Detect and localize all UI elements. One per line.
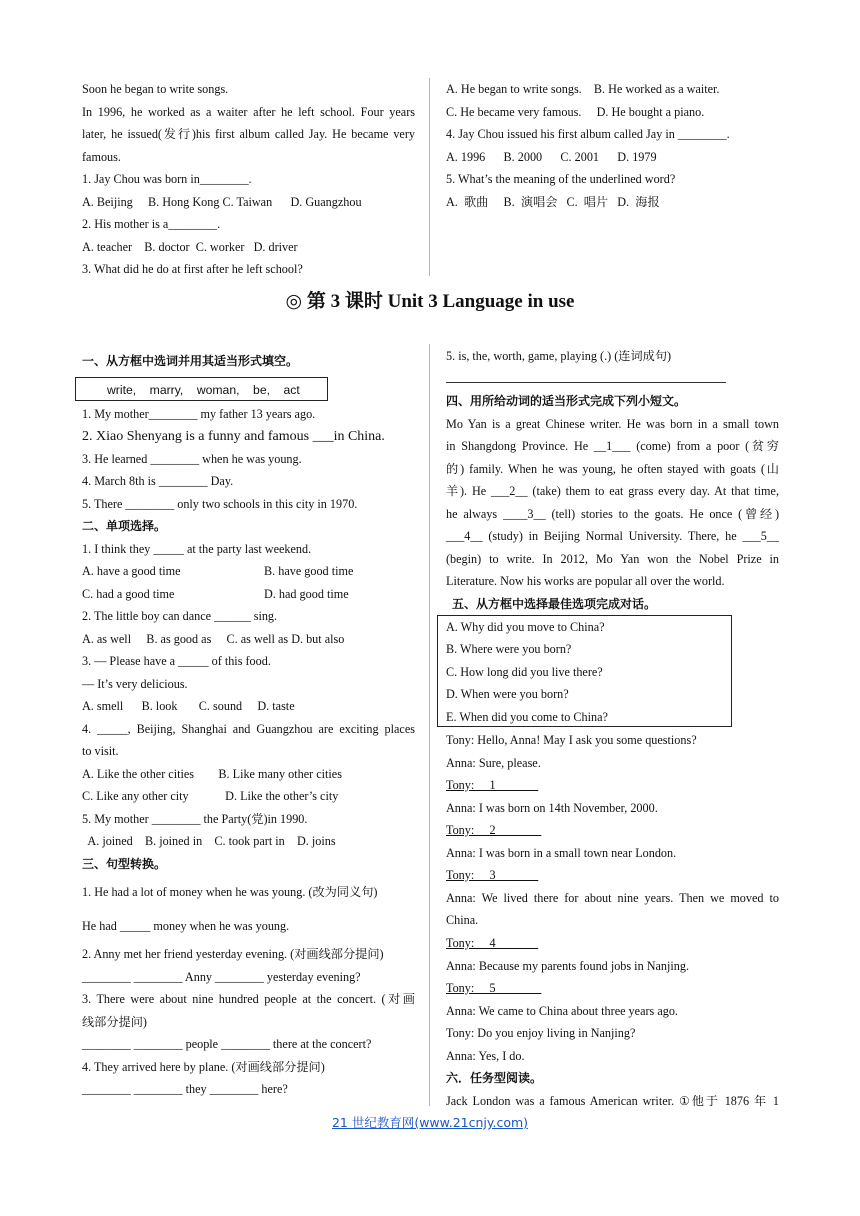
fill-item: 3. He learned ________ when he was young. <box>82 452 302 466</box>
question-3: 3. What did he do at first after he left school? <box>82 262 303 276</box>
options-2: A. teacher B. doctor C. worker D. driver <box>82 240 298 254</box>
dialogue-option: D. When were you born? <box>446 687 569 701</box>
dialogue-line: Anna: Because my parents found jobs in Nanjing. <box>446 959 690 973</box>
fill-item: 1. My mother________ my father 13 years ago. <box>82 407 316 421</box>
passage-line: ___4__ (study) in Beijing Normal University. There, he ___5__ <box>446 529 779 543</box>
passage-line: Mo Yan is a great Chinese writer. He was born in a small town <box>446 417 779 431</box>
dialogue-line: Anna: I was born in a small town near London. <box>446 846 677 860</box>
section-1-heading: 一、从方框中选词并用其适当形式填空。 <box>82 354 299 368</box>
mc-options: A. Like the other cities B. Like many other cities <box>82 767 342 781</box>
dialogue-blank-1: Tony: 1 <box>446 778 539 792</box>
word-box-text: write, marry, woman, be, act <box>107 383 300 397</box>
text-line: Soon he began to write songs. <box>82 82 229 96</box>
transform-item: 3. There were about nine hundred people at the concert. (对画 <box>82 992 415 1006</box>
dialogue-blank-2: Tony: 2 <box>446 823 542 837</box>
options-5: A. 歌曲 B. 演唱会 C. 唱片 D. 海报 <box>446 195 660 209</box>
fill-item: 5. There ________ only two schools in this city in 1970. <box>82 497 358 511</box>
mc-question: 4. _____, Beijing, Shanghai and Guangzhou are exciting places <box>82 722 415 736</box>
word-box <box>75 377 328 401</box>
mc-options: A. as well B. as good as C. as well as D. but also <box>82 632 345 646</box>
mc-option: A. have a good time <box>82 564 181 578</box>
dialogue-line: Tony: Do you enjoy living in Nanjing? <box>446 1026 636 1040</box>
dialogue-line: Anna: We came to China about three years ago. <box>446 1004 678 1018</box>
question-2: 2. His mother is a________. <box>82 217 221 231</box>
mc-question: 2. The little boy can dance ______ sing. <box>82 609 278 623</box>
passage-line: (begin) to write. In 2012, Mo Yan won the Nobel Prize in <box>446 552 779 566</box>
section-4-heading: 四、用所给动词的适当形式完成下列小短文。 <box>446 394 687 408</box>
dialogue-option: B. Where were you born? <box>446 642 572 656</box>
dialogue-line: Tony: Hello, Anna! May I ask you some questions? <box>446 733 697 747</box>
fill-item: 2. Xiao Shenyang is a funny and famous ___in China. <box>82 429 385 444</box>
reorder-question: 5. is, the, worth, game, playing (.) (连词成句) <box>446 349 672 363</box>
reading-line: Jack London was a famous American writer. ①他于 1876 年 1 <box>446 1094 779 1108</box>
text-line: In 1996, he worked as a waiter after he left school. Four years <box>82 105 415 119</box>
dialogue-option: A. Why did you move to China? <box>446 620 605 634</box>
mc-option: D. had good time <box>264 587 349 601</box>
lesson-title: ◎ 第 3 课时 Unit 3 Language in use <box>285 291 575 312</box>
mc-option: C. had a good time <box>82 587 175 601</box>
mc-options: A. smell B. look C. sound D. taste <box>82 699 295 713</box>
options-3a: A. He began to write songs. B. He worked as a waiter. <box>446 82 720 96</box>
column-divider <box>429 78 430 276</box>
transform-item: He had _____ money when he was young. <box>82 919 290 933</box>
footer-link[interactable]: 21 世纪教育网(www.21cnjy.com) <box>331 1115 529 1130</box>
text-line: later, he issued(发行)his first album called Jay. He became very <box>82 127 415 141</box>
section-3-heading: 三、句型转换。 <box>82 857 167 871</box>
dialogue-line: China. <box>446 913 479 927</box>
mc-question: 5. My mother ________ the Party(党)in 1990. <box>82 812 308 826</box>
mc-options: A. joined B. joined in C. took part in D. joins <box>82 834 336 848</box>
text-line: famous. <box>82 150 121 164</box>
question-1: 1. Jay Chou was born in________. <box>82 172 252 186</box>
transform-item: 线部分提问) <box>82 1015 147 1029</box>
question-5: 5. What’s the meaning of the underlined word? <box>446 172 676 186</box>
mc-question: 3. — Please have a _____ of this food. <box>82 654 271 668</box>
column-divider <box>429 344 430 1106</box>
dialogue-option: E. When did you come to China? <box>446 710 608 724</box>
options-4: A. 1996 B. 2000 C. 2001 D. 1979 <box>446 150 657 164</box>
dialogue-line: Anna: We lived there for about nine years. Then we moved to <box>446 891 779 905</box>
dialogue-blank-5: Tony: 5 <box>446 981 542 995</box>
mc-option: B. have good time <box>264 564 354 578</box>
transform-item: ________ ________ they ________ here? <box>82 1082 288 1096</box>
mc-question: — It’s very delicious. <box>82 677 188 691</box>
passage-line: 的) family. When he was young, he often stayed with goats (山 <box>446 462 779 476</box>
passage-line: Literature. Now his works are popular all over the world. <box>446 574 725 588</box>
dialogue-line: Anna: Yes, I do. <box>446 1049 525 1063</box>
transform-item: ________ ________ Anny ________ yesterday evening? <box>82 970 361 984</box>
dialogue-line: Anna: I was born on 14th November, 2000. <box>446 801 658 815</box>
section-6-heading: 六．任务型阅读。 <box>446 1071 543 1085</box>
section-2-heading: 二、单项选择。 <box>82 519 167 533</box>
fill-item: 4. March 8th is ________ Day. <box>82 474 234 488</box>
dialogue-blank-3: Tony: 3 <box>446 868 539 882</box>
options-1: A. Beijing B. Hong Kong C. Taiwan D. Guangzhou <box>82 195 362 209</box>
passage-line: 羊). He ___2__ (take) them to eat grass every day. At that time, <box>446 484 779 498</box>
passage-line: in Shangdong Province. He __1___ (come) from a poor (贫穷 <box>446 439 779 453</box>
transform-item: 2. Anny met her friend yesterday evening. (对画线部分提问) <box>82 947 384 961</box>
question-4: 4. Jay Chou issued his first album called Jay in ________. <box>446 127 730 141</box>
options-3b: C. He became very famous. D. He bought a piano. <box>446 105 705 119</box>
mc-question: 1. I think they _____ at the party last weekend. <box>82 542 312 556</box>
dialogue-blank-4: Tony: 4 <box>446 936 539 950</box>
mc-question: to visit. <box>82 744 119 758</box>
passage-line: he always ____3__ (tell) stories to the goats. He once (曾经) <box>446 507 779 521</box>
section-5-heading: 五、从方框中选择最佳选项完成对话。 <box>452 597 657 611</box>
transform-item: 4. They arrived here by plane. (对画线部分提问) <box>82 1060 325 1074</box>
dialogue-option: C. How long did you live there? <box>446 665 603 679</box>
mc-options: C. Like any other city D. Like the other’s city <box>82 789 339 803</box>
transform-item: 1. He had a lot of money when he was young. (改为同义句) <box>82 885 378 899</box>
answer-line <box>446 382 726 383</box>
transform-item: ________ ________ people ________ there at the concert? <box>82 1037 372 1051</box>
dialogue-line: Anna: Sure, please. <box>446 756 541 770</box>
